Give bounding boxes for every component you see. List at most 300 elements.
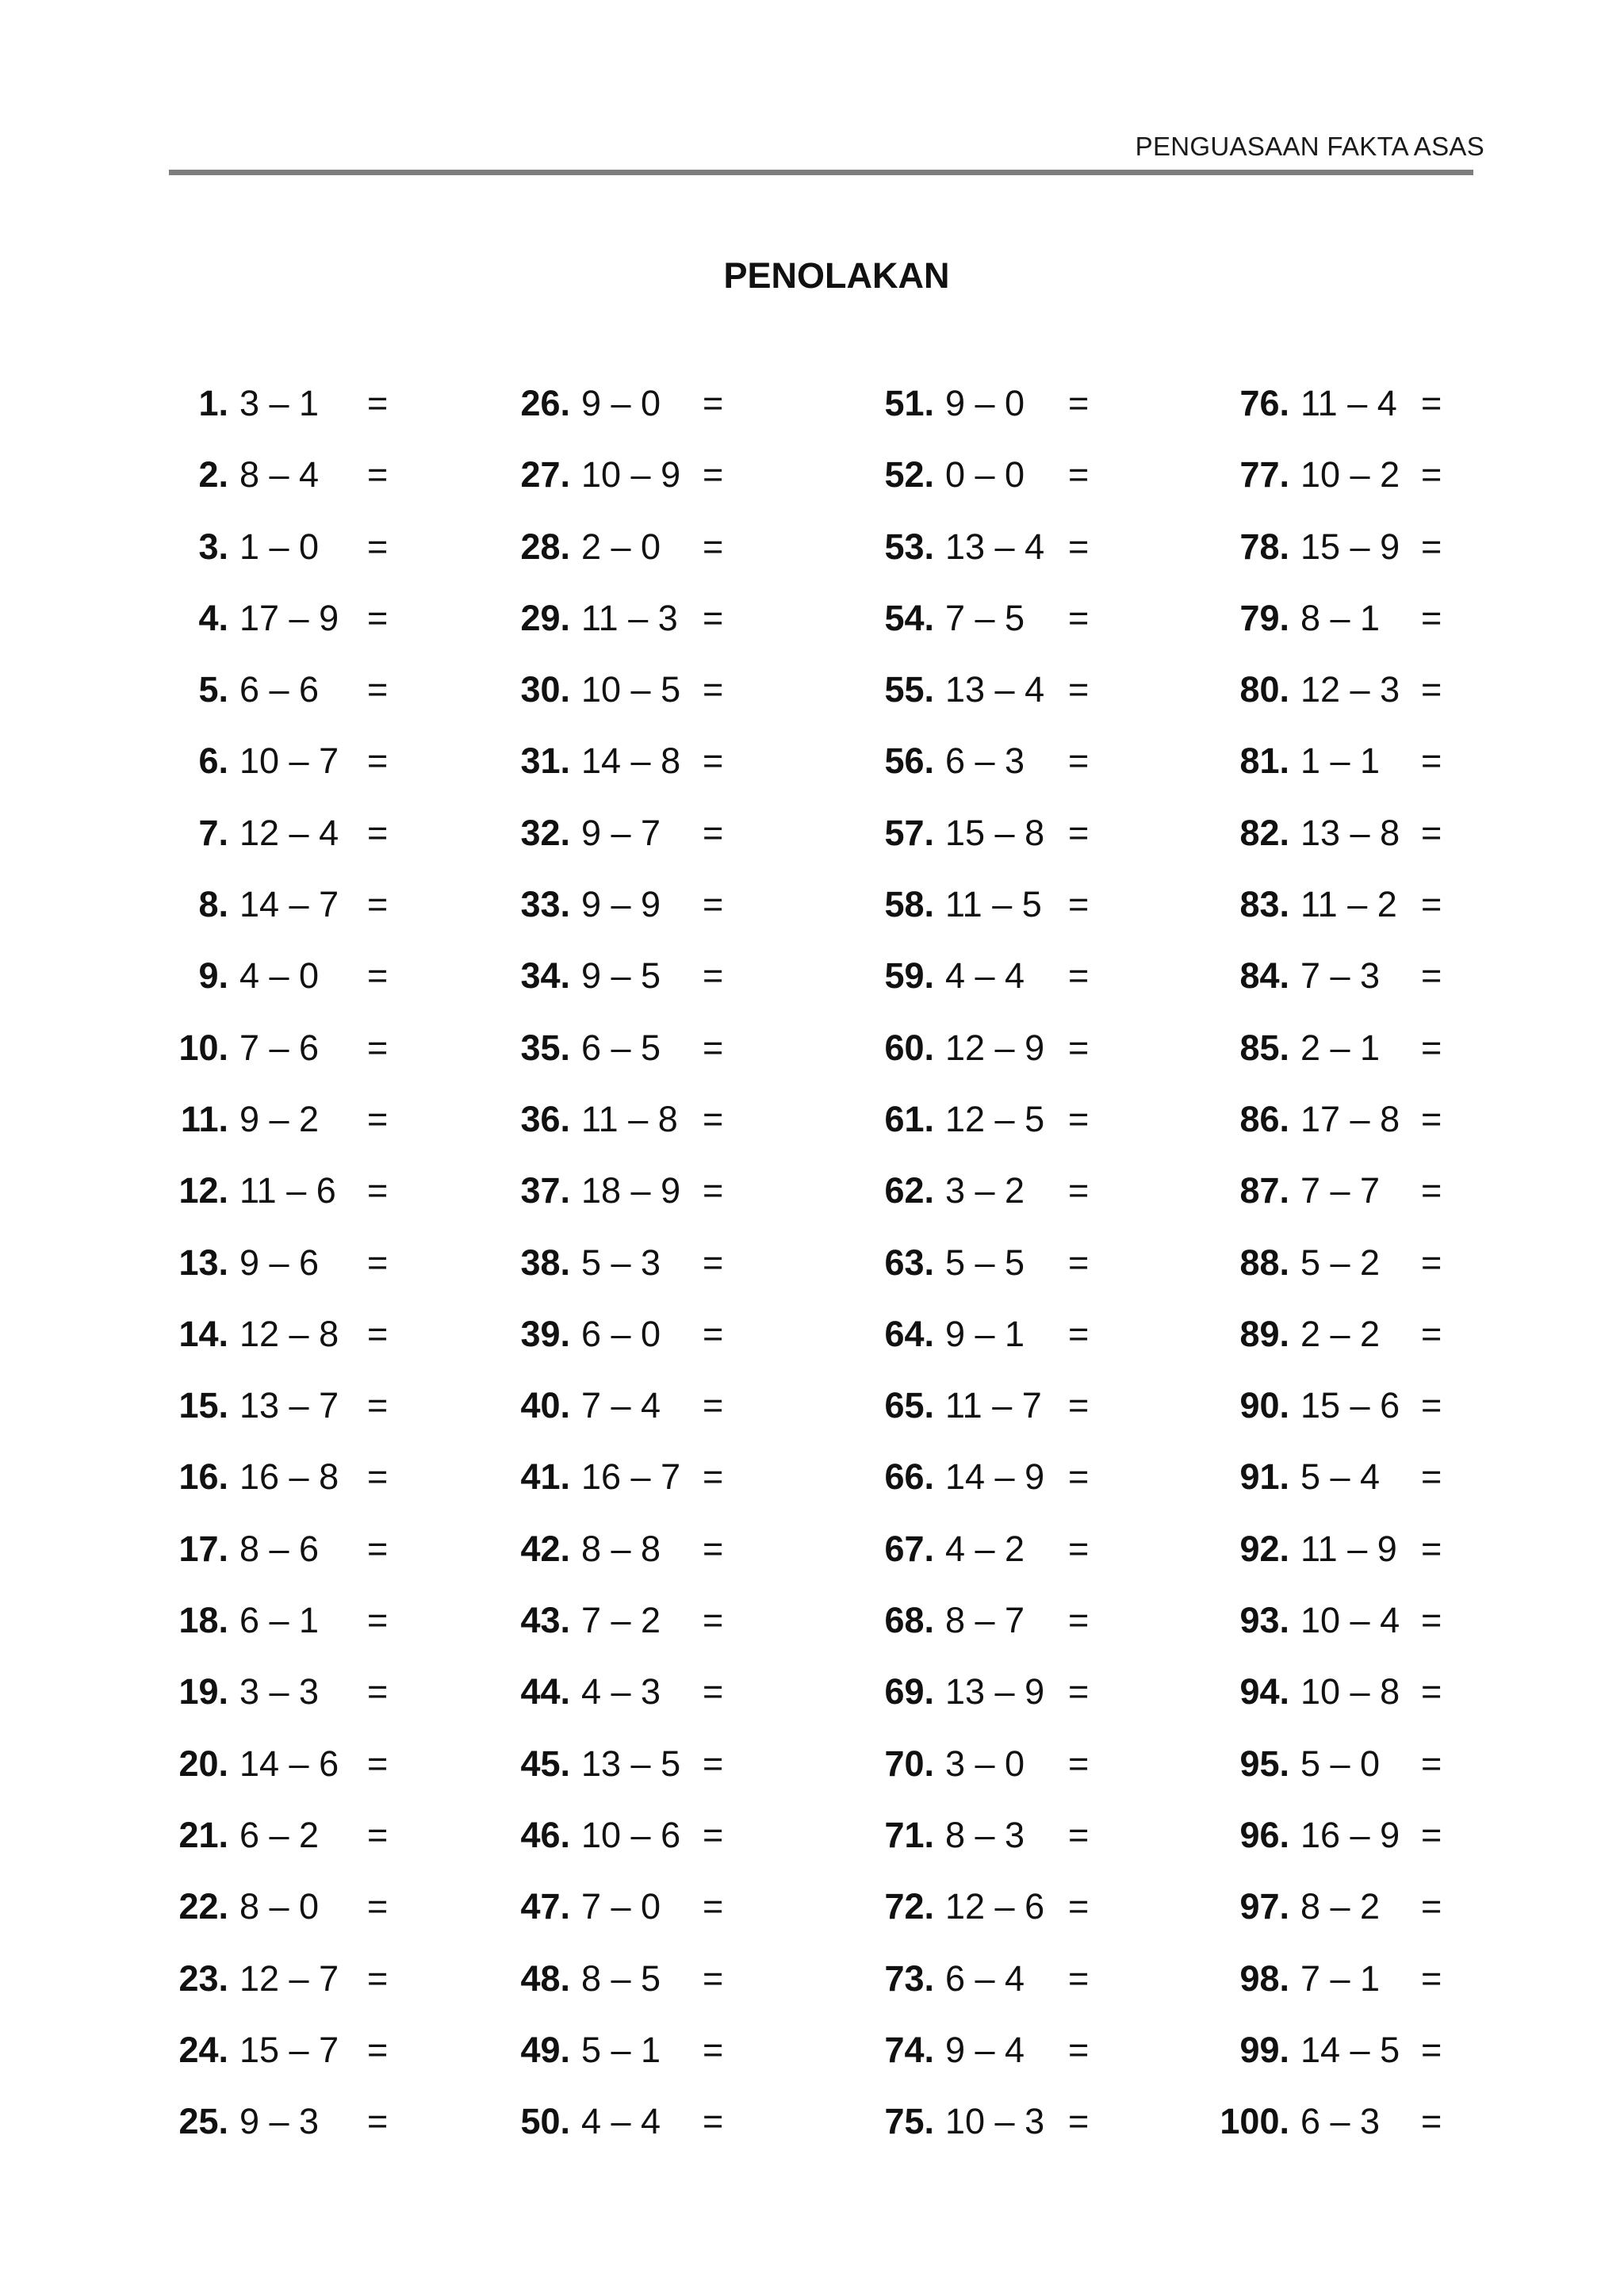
problem-expression: 10 – 4 xyxy=(1300,1600,1400,1641)
problem-number: 73. xyxy=(884,1957,934,1999)
problem-expression: 9 – 5 xyxy=(581,955,661,997)
problem-expression: 14 – 8 xyxy=(581,740,681,782)
equals-sign: = xyxy=(1068,1313,1090,1354)
equals-sign: = xyxy=(703,1385,724,1426)
problem-expression: 8 – 7 xyxy=(945,1600,1025,1641)
problem-grid xyxy=(0,376,1624,2160)
equals-sign: = xyxy=(367,1027,389,1068)
problem-expression: 11 – 4 xyxy=(1300,383,1397,423)
problem-expression: 5 – 5 xyxy=(945,1242,1025,1283)
problem-expression: 11 – 8 xyxy=(581,1098,678,1139)
problem-number: 38. xyxy=(520,1242,570,1283)
problem-number: 94. xyxy=(1239,1671,1289,1712)
problem-number: 2. xyxy=(198,454,228,496)
problem-number: 13. xyxy=(178,1242,228,1283)
problem-expression: 5 – 4 xyxy=(1300,1456,1381,1498)
problem-number: 85. xyxy=(1239,1027,1289,1068)
equals-sign: = xyxy=(703,1456,724,1498)
problem-expression: 6 – 6 xyxy=(239,669,320,710)
equals-sign: = xyxy=(367,1528,389,1569)
problem-number: 83. xyxy=(1239,884,1289,925)
problem-expression: 9 – 0 xyxy=(581,383,661,423)
problem-number: 19. xyxy=(178,1671,228,1712)
problem-expression: 9 – 1 xyxy=(945,1313,1025,1354)
problem-number: 93. xyxy=(1239,1600,1289,1641)
equals-sign: = xyxy=(703,1528,724,1569)
equals-sign: = xyxy=(1421,1600,1442,1641)
problem-number: 29. xyxy=(520,597,570,638)
equals-sign: = xyxy=(1421,1170,1442,1211)
equals-sign: = xyxy=(367,597,389,638)
problem-number: 97. xyxy=(1239,1886,1289,1927)
equals-sign: = xyxy=(1421,1385,1442,1426)
equals-sign: = xyxy=(367,1957,389,1999)
problem-expression: 6 – 3 xyxy=(1300,2101,1381,2142)
problem-number: 60. xyxy=(884,1027,934,1068)
problem-number: 8. xyxy=(198,884,228,925)
problem-expression: 11 – 2 xyxy=(1300,884,1397,925)
problem-expression: 6 – 2 xyxy=(239,1814,320,1855)
equals-sign: = xyxy=(367,1456,389,1498)
problem-expression: 1 – 1 xyxy=(1300,740,1381,782)
problem-number: 55. xyxy=(884,669,934,710)
problem-expression: 12 – 3 xyxy=(1300,669,1400,710)
equals-sign: = xyxy=(367,454,389,496)
equals-sign: = xyxy=(1421,1886,1442,1927)
problem-number: 7. xyxy=(198,812,228,853)
equals-sign: = xyxy=(703,454,724,496)
problem-number: 77. xyxy=(1239,454,1289,496)
problem-number: 26. xyxy=(520,383,570,423)
problem-expression: 12 – 9 xyxy=(945,1027,1045,1068)
problem-number: 15. xyxy=(178,1385,228,1426)
problem-expression: 9 – 7 xyxy=(581,812,661,853)
problem-number: 21. xyxy=(178,1814,228,1855)
equals-sign: = xyxy=(1421,1671,1442,1712)
equals-sign: = xyxy=(367,1242,389,1283)
problem-expression: 10 – 5 xyxy=(581,669,681,710)
problem-number: 96. xyxy=(1239,1814,1289,1855)
problem-number: 34. xyxy=(520,955,570,997)
problem-expression: 3 – 3 xyxy=(239,1671,320,1712)
problem-number: 92. xyxy=(1239,1528,1289,1569)
problem-expression: 13 – 4 xyxy=(945,526,1045,567)
problem-expression: 7 – 2 xyxy=(581,1600,661,1641)
problem-number: 54. xyxy=(884,597,934,638)
equals-sign: = xyxy=(703,1600,724,1641)
problem-expression: 7 – 0 xyxy=(581,1886,661,1927)
problem-number: 91. xyxy=(1239,1456,1289,1498)
problem-number: 22. xyxy=(178,1886,228,1927)
problem-expression: 8 – 3 xyxy=(945,1814,1025,1855)
equals-sign: = xyxy=(1068,669,1090,710)
equals-sign: = xyxy=(1421,812,1442,853)
problem-expression: 8 – 4 xyxy=(239,454,320,496)
problem-expression: 13 – 9 xyxy=(945,1671,1045,1712)
equals-sign: = xyxy=(1421,1242,1442,1283)
problem-expression: 6 – 5 xyxy=(581,1027,661,1068)
equals-sign: = xyxy=(367,812,389,853)
problem-expression: 2 – 0 xyxy=(581,526,661,567)
equals-sign: = xyxy=(1068,1886,1090,1927)
problem-number: 6. xyxy=(198,740,228,782)
problem-expression: 16 – 9 xyxy=(1300,1814,1400,1855)
problem-number: 31. xyxy=(520,740,570,782)
problem-expression: 3 – 2 xyxy=(945,1170,1025,1211)
problem-number: 84. xyxy=(1239,955,1289,997)
equals-sign: = xyxy=(367,1600,389,1641)
equals-sign: = xyxy=(1068,1671,1090,1712)
equals-sign: = xyxy=(1068,1385,1090,1426)
problem-number: 71. xyxy=(884,1814,934,1855)
problem-number: 46. xyxy=(520,1814,570,1855)
equals-sign: = xyxy=(1068,1027,1090,1068)
problem-number: 39. xyxy=(520,1313,570,1354)
header-rule xyxy=(169,170,1473,175)
equals-sign: = xyxy=(703,669,724,710)
equals-sign: = xyxy=(367,1313,389,1354)
equals-sign: = xyxy=(703,1743,724,1784)
problem-number: 53. xyxy=(884,526,934,567)
problem-expression: 7 – 1 xyxy=(1300,1957,1381,1999)
problem-number: 87. xyxy=(1239,1170,1289,1211)
problem-expression: 10 – 7 xyxy=(239,740,339,782)
problem-expression: 10 – 2 xyxy=(1300,454,1400,496)
problem-expression: 7 – 6 xyxy=(239,1027,320,1068)
problem-number: 51. xyxy=(884,383,934,423)
equals-sign: = xyxy=(703,1170,724,1211)
problem-number: 69. xyxy=(884,1671,934,1712)
problem-number: 99. xyxy=(1239,2029,1289,2070)
problem-number: 68. xyxy=(884,1600,934,1641)
problem-expression: 16 – 8 xyxy=(239,1456,339,1498)
problem-expression: 13 – 8 xyxy=(1300,812,1400,853)
problem-expression: 6 – 3 xyxy=(945,740,1025,782)
problem-expression: 10 – 8 xyxy=(1300,1671,1400,1712)
equals-sign: = xyxy=(703,1814,724,1855)
problem-expression: 6 – 1 xyxy=(239,1600,320,1641)
equals-sign: = xyxy=(1421,1456,1442,1498)
problem-expression: 8 – 0 xyxy=(239,1886,320,1927)
problem-number: 76. xyxy=(1239,383,1289,423)
problem-expression: 4 – 4 xyxy=(581,2101,661,2142)
problem-number: 80. xyxy=(1239,669,1289,710)
problem-expression: 11 – 5 xyxy=(945,884,1042,925)
problem-number: 47. xyxy=(520,1886,570,1927)
equals-sign: = xyxy=(703,597,724,638)
equals-sign: = xyxy=(1068,454,1090,496)
problem-number: 49. xyxy=(520,2029,570,2070)
problem-number: 58. xyxy=(884,884,934,925)
problem-expression: 9 – 3 xyxy=(239,2101,320,2142)
equals-sign: = xyxy=(703,2029,724,2070)
equals-sign: = xyxy=(1421,955,1442,997)
problem-expression: 12 – 6 xyxy=(945,1886,1045,1927)
equals-sign: = xyxy=(703,383,724,423)
equals-sign: = xyxy=(703,955,724,997)
problem-number: 30. xyxy=(520,669,570,710)
equals-sign: = xyxy=(367,1886,389,1927)
problem-expression: 7 – 4 xyxy=(581,1385,661,1426)
problem-number: 23. xyxy=(178,1957,228,1999)
running-header: PENGUASAAN FAKTA ASAS xyxy=(1135,132,1484,161)
problem-number: 20. xyxy=(178,1743,228,1784)
problem-expression: 4 – 4 xyxy=(945,955,1025,997)
problem-expression: 7 – 3 xyxy=(1300,955,1381,997)
problem-number: 78. xyxy=(1239,526,1289,567)
problem-number: 70. xyxy=(884,1743,934,1784)
equals-sign: = xyxy=(367,1671,389,1712)
equals-sign: = xyxy=(1068,1098,1090,1139)
problem-number: 32. xyxy=(520,812,570,853)
equals-sign: = xyxy=(367,1385,389,1426)
problem-number: 16. xyxy=(178,1456,228,1498)
problem-number: 95. xyxy=(1239,1743,1289,1784)
problem-number: 17. xyxy=(178,1528,228,1569)
equals-sign: = xyxy=(1068,1600,1090,1641)
problem-number: 74. xyxy=(884,2029,934,2070)
problem-number: 100. xyxy=(1220,2101,1289,2142)
problem-number: 37. xyxy=(520,1170,570,1211)
problem-expression: 6 – 4 xyxy=(945,1957,1025,1999)
problem-number: 24. xyxy=(178,2029,228,2070)
problem-expression: 5 – 2 xyxy=(1300,1242,1381,1283)
worksheet-title: PENOLAKAN xyxy=(723,255,950,296)
problem-number: 28. xyxy=(520,526,570,567)
equals-sign: = xyxy=(1068,955,1090,997)
problem-number: 61. xyxy=(884,1098,934,1139)
problem-expression: 6 – 0 xyxy=(581,1313,661,1354)
problem-expression: 9 – 9 xyxy=(581,884,661,925)
equals-sign: = xyxy=(1068,1528,1090,1569)
problem-expression: 15 – 9 xyxy=(1300,526,1400,567)
problem-number: 52. xyxy=(884,454,934,496)
problem-number: 65. xyxy=(884,1385,934,1426)
problem-number: 86. xyxy=(1239,1098,1289,1139)
problem-number: 43. xyxy=(520,1600,570,1641)
equals-sign: = xyxy=(367,884,389,925)
problem-expression: 2 – 1 xyxy=(1300,1027,1381,1068)
equals-sign: = xyxy=(367,526,389,567)
problem-expression: 2 – 2 xyxy=(1300,1313,1381,1354)
equals-sign: = xyxy=(1421,2029,1442,2070)
problem-expression: 9 – 6 xyxy=(239,1242,320,1283)
equals-sign: = xyxy=(1068,383,1090,423)
problem-expression: 5 – 1 xyxy=(581,2029,661,2070)
equals-sign: = xyxy=(1068,1814,1090,1855)
problem-number: 14. xyxy=(178,1313,228,1354)
problem-expression: 8 – 8 xyxy=(581,1528,661,1569)
equals-sign: = xyxy=(703,526,724,567)
equals-sign: = xyxy=(1421,1027,1442,1068)
equals-sign: = xyxy=(703,1957,724,1999)
equals-sign: = xyxy=(367,383,389,423)
problem-expression: 14 – 5 xyxy=(1300,2029,1400,2070)
equals-sign: = xyxy=(367,2101,389,2142)
problem-expression: 9 – 4 xyxy=(945,2029,1025,2070)
problem-number: 5. xyxy=(198,669,228,710)
equals-sign: = xyxy=(1421,454,1442,496)
problem-expression: 5 – 0 xyxy=(1300,1743,1381,1784)
problem-number: 18. xyxy=(178,1600,228,1641)
equals-sign: = xyxy=(367,1814,389,1855)
problem-number: 9. xyxy=(198,955,228,997)
equals-sign: = xyxy=(1421,740,1442,782)
equals-sign: = xyxy=(1421,1313,1442,1354)
equals-sign: = xyxy=(703,740,724,782)
problem-expression: 12 – 8 xyxy=(239,1313,339,1354)
equals-sign: = xyxy=(1068,812,1090,853)
equals-sign: = xyxy=(367,669,389,710)
problem-expression: 10 – 3 xyxy=(945,2101,1045,2142)
problem-number: 90. xyxy=(1239,1385,1289,1426)
problem-number: 89. xyxy=(1239,1313,1289,1354)
problem-expression: 0 – 0 xyxy=(945,454,1025,496)
problem-number: 44. xyxy=(520,1671,570,1712)
problem-expression: 3 – 0 xyxy=(945,1743,1025,1784)
equals-sign: = xyxy=(367,740,389,782)
problem-expression: 9 – 2 xyxy=(239,1098,320,1139)
problem-expression: 9 – 0 xyxy=(945,383,1025,423)
equals-sign: = xyxy=(1068,1743,1090,1784)
problem-number: 12. xyxy=(178,1170,228,1211)
problem-number: 79. xyxy=(1239,597,1289,638)
problem-number: 25. xyxy=(178,2101,228,2142)
equals-sign: = xyxy=(1421,526,1442,567)
problem-number: 72. xyxy=(884,1886,934,1927)
equals-sign: = xyxy=(1068,1456,1090,1498)
problem-number: 66. xyxy=(884,1456,934,1498)
problem-number: 57. xyxy=(884,812,934,853)
problem-expression: 13 – 7 xyxy=(239,1385,339,1426)
problem-number: 48. xyxy=(520,1957,570,1999)
problem-number: 1. xyxy=(198,383,228,423)
problem-expression: 8 – 1 xyxy=(1300,597,1381,638)
problem-expression: 18 – 9 xyxy=(581,1170,681,1211)
problem-number: 82. xyxy=(1239,812,1289,853)
problem-expression: 3 – 1 xyxy=(239,383,320,423)
equals-sign: = xyxy=(1421,597,1442,638)
problem-number: 62. xyxy=(884,1170,934,1211)
problem-expression: 10 – 9 xyxy=(581,454,681,496)
equals-sign: = xyxy=(1421,383,1442,423)
problem-expression: 4 – 2 xyxy=(945,1528,1025,1569)
problem-number: 81. xyxy=(1239,740,1289,782)
problem-expression: 7 – 7 xyxy=(1300,1170,1381,1211)
problem-number: 40. xyxy=(520,1385,570,1426)
equals-sign: = xyxy=(1068,597,1090,638)
problem-expression: 14 – 9 xyxy=(945,1456,1045,1498)
problem-expression: 4 – 0 xyxy=(239,955,320,997)
equals-sign: = xyxy=(367,2029,389,2070)
problem-expression: 12 – 4 xyxy=(239,812,339,853)
problem-expression: 16 – 7 xyxy=(581,1456,681,1498)
problem-expression: 8 – 6 xyxy=(239,1528,320,1569)
equals-sign: = xyxy=(1421,1528,1442,1569)
equals-sign: = xyxy=(1068,1242,1090,1283)
problem-number: 27. xyxy=(520,454,570,496)
equals-sign: = xyxy=(367,1098,389,1139)
equals-sign: = xyxy=(367,1170,389,1211)
problem-expression: 15 – 7 xyxy=(239,2029,339,2070)
equals-sign: = xyxy=(703,884,724,925)
equals-sign: = xyxy=(367,955,389,997)
problem-number: 88. xyxy=(1239,1242,1289,1283)
problem-number: 63. xyxy=(884,1242,934,1283)
problem-number: 36. xyxy=(520,1098,570,1139)
problem-expression: 11 – 9 xyxy=(1300,1528,1397,1569)
problem-number: 50. xyxy=(520,2101,570,2142)
problem-expression: 12 – 7 xyxy=(239,1957,339,1999)
equals-sign: = xyxy=(367,1743,389,1784)
problem-number: 33. xyxy=(520,884,570,925)
problem-expression: 5 – 3 xyxy=(581,1242,661,1283)
equals-sign: = xyxy=(703,1886,724,1927)
problem-expression: 11 – 3 xyxy=(581,597,678,638)
equals-sign: = xyxy=(703,1671,724,1712)
equals-sign: = xyxy=(1068,2101,1090,2142)
problem-number: 59. xyxy=(884,955,934,997)
equals-sign: = xyxy=(1068,740,1090,782)
problem-number: 98. xyxy=(1239,1957,1289,1999)
equals-sign: = xyxy=(1421,2101,1442,2142)
problem-number: 41. xyxy=(520,1456,570,1498)
equals-sign: = xyxy=(1068,1957,1090,1999)
problem-expression: 17 – 9 xyxy=(239,597,339,638)
equals-sign: = xyxy=(1421,884,1442,925)
problem-number: 67. xyxy=(884,1528,934,1569)
problem-expression: 1 – 0 xyxy=(239,526,320,567)
problem-number: 35. xyxy=(520,1027,570,1068)
equals-sign: = xyxy=(1068,526,1090,567)
equals-sign: = xyxy=(703,1027,724,1068)
problem-number: 3. xyxy=(198,526,228,567)
problem-expression: 13 – 4 xyxy=(945,669,1045,710)
problem-expression: 15 – 6 xyxy=(1300,1385,1400,1426)
problem-expression: 8 – 2 xyxy=(1300,1886,1381,1927)
equals-sign: = xyxy=(703,1313,724,1354)
equals-sign: = xyxy=(703,1098,724,1139)
problem-number: 42. xyxy=(520,1528,570,1569)
problem-number: 75. xyxy=(884,2101,934,2142)
problem-expression: 8 – 5 xyxy=(581,1957,661,1999)
problem-expression: 13 – 5 xyxy=(581,1743,681,1784)
problem-expression: 15 – 8 xyxy=(945,812,1045,853)
equals-sign: = xyxy=(703,1242,724,1283)
problem-number: 10. xyxy=(178,1027,228,1068)
problem-expression: 14 – 7 xyxy=(239,884,339,925)
equals-sign: = xyxy=(1068,2029,1090,2070)
problem-expression: 10 – 6 xyxy=(581,1814,681,1855)
problem-expression: 11 – 7 xyxy=(945,1385,1042,1426)
equals-sign: = xyxy=(1421,1814,1442,1855)
problem-number: 56. xyxy=(884,740,934,782)
problem-expression: 11 – 6 xyxy=(239,1170,336,1211)
problem-number: 11. xyxy=(180,1098,228,1139)
problem-expression: 7 – 5 xyxy=(945,597,1025,638)
problem-expression: 12 – 5 xyxy=(945,1098,1045,1139)
equals-sign: = xyxy=(1421,1957,1442,1999)
problem-number: 4. xyxy=(198,597,228,638)
equals-sign: = xyxy=(1421,669,1442,710)
equals-sign: = xyxy=(1068,1170,1090,1211)
equals-sign: = xyxy=(703,2101,724,2142)
equals-sign: = xyxy=(1421,1098,1442,1139)
equals-sign: = xyxy=(703,812,724,853)
equals-sign: = xyxy=(1068,884,1090,925)
equals-sign: = xyxy=(1421,1743,1442,1784)
problem-number: 45. xyxy=(520,1743,570,1784)
